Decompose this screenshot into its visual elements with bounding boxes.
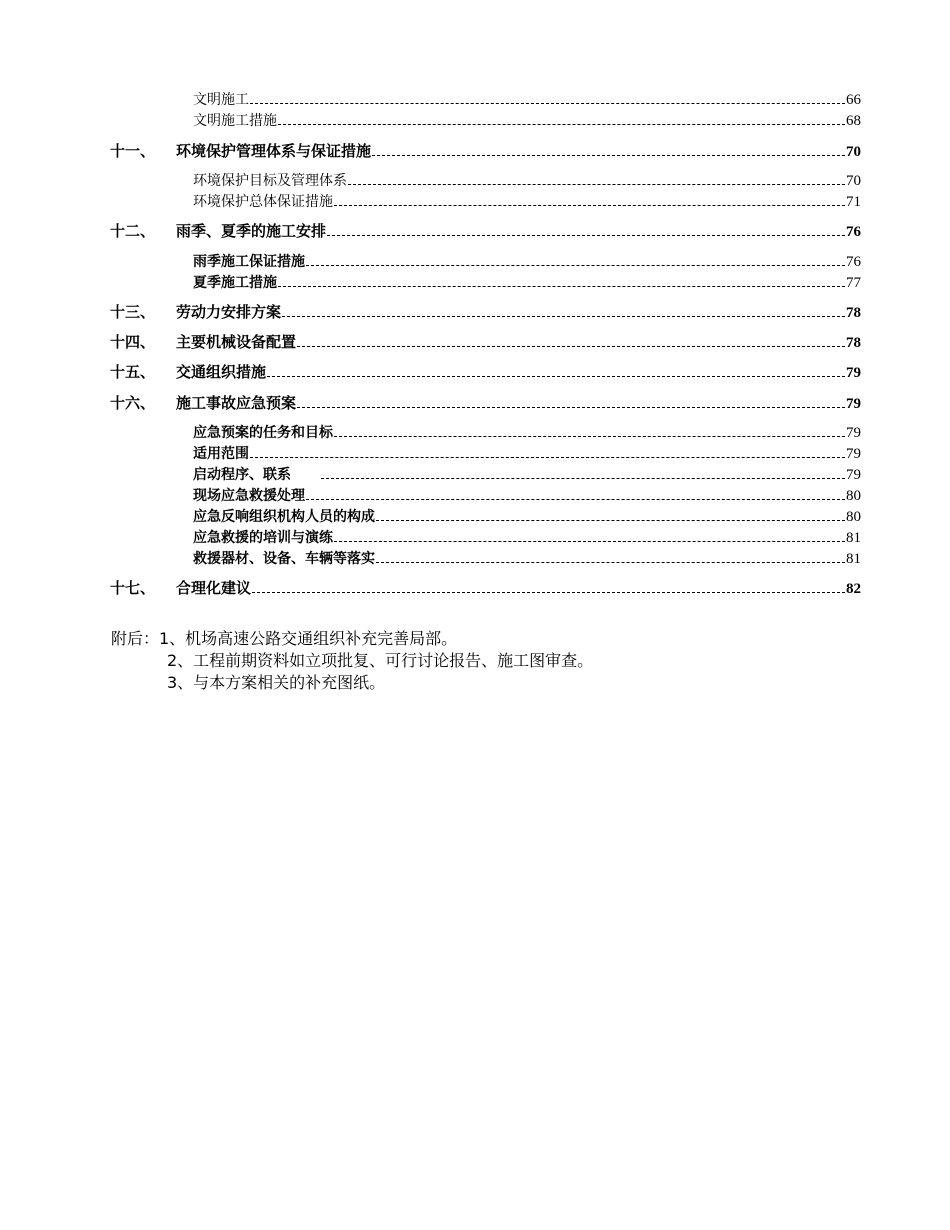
toc-section-page: 78	[846, 335, 861, 351]
toc-section-title: 环境保护管理体系与保证措施	[176, 142, 372, 160]
toc-entry-title: 救援器材、设备、车辆等落实	[193, 551, 375, 567]
toc-section-title: 合理化建议	[176, 579, 252, 597]
toc-entry-page: 66	[846, 92, 861, 108]
toc-leader	[250, 456, 845, 458]
toc-leader	[334, 435, 845, 437]
toc-section-number: 十一、	[110, 142, 156, 160]
toc-entry	[193, 443, 861, 463]
toc-entry-title: 雨季施工保证措施	[193, 254, 305, 270]
toc-entry-page: 80	[846, 509, 861, 525]
toc-leader	[278, 123, 845, 125]
toc-leader	[327, 234, 845, 236]
toc-entry-page: 79	[846, 446, 861, 462]
toc-entry-title: 启动程序、联系	[193, 467, 291, 483]
toc-entry	[193, 506, 861, 526]
appendix-line: 2、工程前期资料如立项批复、可行讨论报告、施工图审查。	[167, 651, 594, 670]
toc-section-11	[110, 141, 861, 161]
toc-leader	[376, 519, 845, 521]
toc-section-page: 76	[846, 224, 861, 240]
toc-entry-title: 应急预案的任务和目标	[193, 425, 333, 441]
toc-entry	[193, 464, 861, 484]
toc-entry-title: 文明施工措施	[193, 113, 277, 129]
toc-section-title: 雨季、夏季的施工安排	[176, 222, 327, 240]
toc-entry-title: 环境保护总体保证措施	[193, 194, 333, 210]
toc-section-title: 劳动力安排方案	[176, 303, 282, 321]
toc-leader	[376, 561, 845, 563]
toc-leader	[334, 540, 845, 542]
toc-section-12	[110, 221, 861, 241]
toc-section-13	[110, 302, 861, 322]
toc-section-number: 十六、	[110, 394, 156, 412]
toc-section-page: 70	[846, 144, 861, 160]
toc-entry-page: 70	[846, 173, 861, 189]
toc-entry-page: 79	[846, 467, 861, 483]
toc-section-title: 主要机械设备配置	[176, 333, 297, 351]
toc-entry-title: 应急反响组织机构人员的构成	[193, 509, 375, 525]
toc-leader	[267, 375, 845, 377]
toc-leader	[306, 498, 845, 500]
toc-leader	[348, 183, 845, 185]
toc-entry-page: 68	[846, 113, 861, 129]
toc-section-number: 十七、	[110, 579, 156, 597]
toc-leader	[297, 406, 845, 408]
toc-section-16	[110, 393, 861, 413]
toc-section-number: 十三、	[110, 303, 156, 321]
toc-entry-title: 现场应急救援处理	[193, 488, 305, 504]
toc-entry	[193, 485, 861, 505]
toc-leader	[252, 591, 845, 593]
toc-entry	[193, 110, 861, 130]
toc-entry-title: 适用范围	[193, 446, 249, 462]
toc-section-15	[110, 362, 861, 382]
toc-entry-title: 应急救援的培训与演练	[193, 530, 333, 546]
toc-section-17	[110, 578, 861, 598]
toc-entry	[193, 422, 861, 442]
toc-section-number: 十二、	[110, 222, 156, 240]
toc-entry-page: 77	[846, 275, 861, 291]
toc-entry	[193, 251, 861, 271]
toc-leader	[278, 285, 845, 287]
toc-leader	[297, 345, 845, 347]
toc-entry-page: 80	[846, 488, 861, 504]
toc-entry-page: 81	[846, 551, 861, 567]
toc-leader	[306, 264, 845, 266]
toc-entry-title: 夏季施工措施	[193, 275, 277, 291]
toc-leader	[250, 102, 845, 104]
toc-leader	[321, 477, 845, 479]
toc-entry	[193, 170, 861, 190]
toc-entry-page: 81	[846, 530, 861, 546]
toc-section-page: 79	[846, 396, 861, 412]
appendix-line: 附后：1、机场高速公路交通组织补充完善局部。	[111, 629, 458, 648]
toc-section-title: 施工事故应急预案	[176, 394, 297, 412]
toc-entry	[193, 89, 861, 109]
toc-section-page: 82	[846, 581, 861, 597]
toc-leader	[282, 315, 845, 317]
toc-entry-title: 环境保护目标及管理体系	[193, 173, 347, 189]
toc-entry	[193, 272, 861, 292]
toc-section-page: 78	[846, 305, 861, 321]
toc-entry-page: 79	[846, 425, 861, 441]
toc-section-title: 交通组织措施	[176, 363, 267, 381]
toc-leader	[334, 204, 845, 206]
toc-entry	[193, 527, 861, 547]
appendix-notes	[111, 628, 593, 694]
toc-section-number: 十五、	[110, 363, 156, 381]
toc-entry-title: 文明施工	[193, 92, 249, 108]
toc-section-page: 79	[846, 365, 861, 381]
appendix-line: 3、与本方案相关的补充图纸。	[167, 673, 386, 692]
toc-leader	[372, 154, 845, 156]
toc-entry	[193, 191, 861, 211]
toc-entry-page: 71	[846, 194, 861, 210]
toc-entry-page: 76	[846, 254, 861, 270]
toc-section-number: 十四、	[110, 333, 156, 351]
toc-section-14	[110, 332, 861, 352]
toc-entry	[193, 548, 861, 568]
